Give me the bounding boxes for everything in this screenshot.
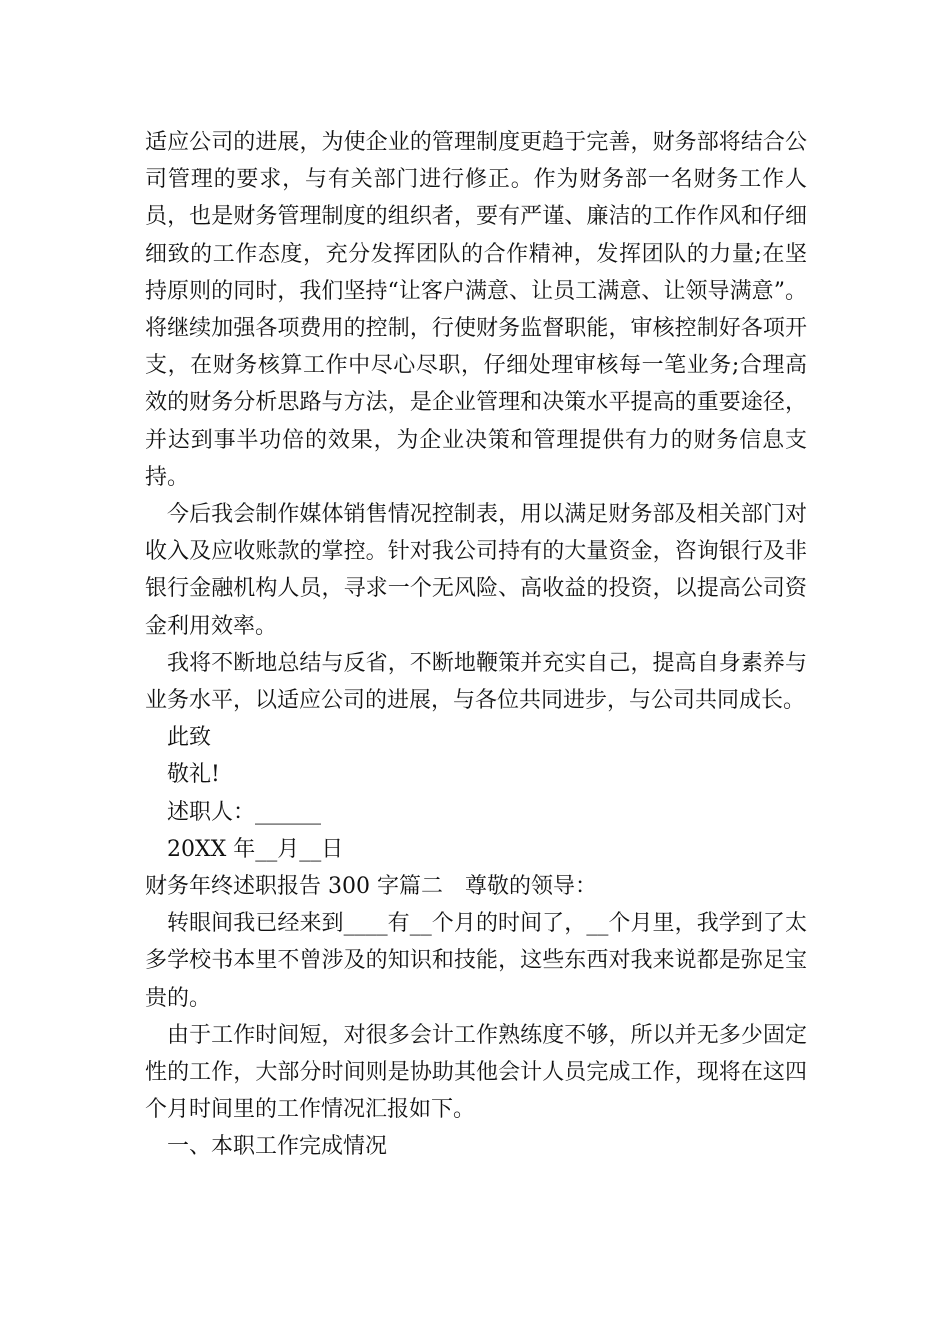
paragraph-financial-management: 适应公司的进展，为使企业的管理制度更趋于完善，财务部将结合公司管理的要求，与有关部门进行修正。作为财务部一名财务工作人员，也是财务管理制度的组织者，要有严谨、廉洁的工作作风和仔细细致的工作态度，充分发挥团队的合作精神，发挥团队的力量;在坚持原则的同时，我们坚持“让客户满意、让员工满意、让领导满意”。将继续加强各项费用的控制，行使财务监督职能，审核控制好各项开支，在财务核算工作中尽心尽职，仔细处理审核每一笔业务;合理高效的财务分析思路与方法，是企业管理和决策水平提高的重要途径，并达到事半功倍的效果，为企业决策和管理提供有力的财务信息支持。 (145, 130, 807, 490)
closing-salutation: 此致 (167, 725, 212, 751)
reporter-signature-line: 述职人：______ (167, 799, 322, 825)
paragraph-learning-experience: 转眼间我已经来到____有__个月的时间了，__个月里，我学到了太多学校书本里不曾涉及的知识和技能，这些东西对我来说都是弥足宝贵的。 (145, 911, 807, 1011)
document-body (145, 124, 807, 1166)
date-line: 20XX 年__月__日 (167, 836, 344, 862)
closing-regards: 敬礼! (167, 762, 220, 788)
paragraph-self-improvement: 我将不断地总结与反省，不断地鞭策并充实自己，提高自身素养与业务水平，以适应公司的进展，与各位共同进步，与公司共同成长。 (145, 650, 807, 714)
subsection-heading-duties: 一、本职工作完成情况 (167, 1134, 388, 1160)
section-two-heading: 财务年终述职报告 300 字篇二 尊敬的领导： (145, 874, 597, 900)
paragraph-media-sales-plan: 今后我会制作媒体销售情况控制表，用以满足财务部及相关部门对收入及应收账款的掌控。针对我公司持有的大量资金，咨询银行及非银行金融机构人员，寻求一个无风险、高收益的投资，以提高公司资金利用效率。 (145, 502, 807, 639)
paragraph-work-overview: 由于工作时间短，对很多会计工作熟练度不够，所以并无多少固定性的工作，大部分时间则是协助其他会计人员完成工作，现将在这四个月时间里的工作情况汇报如下。 (145, 1022, 807, 1123)
